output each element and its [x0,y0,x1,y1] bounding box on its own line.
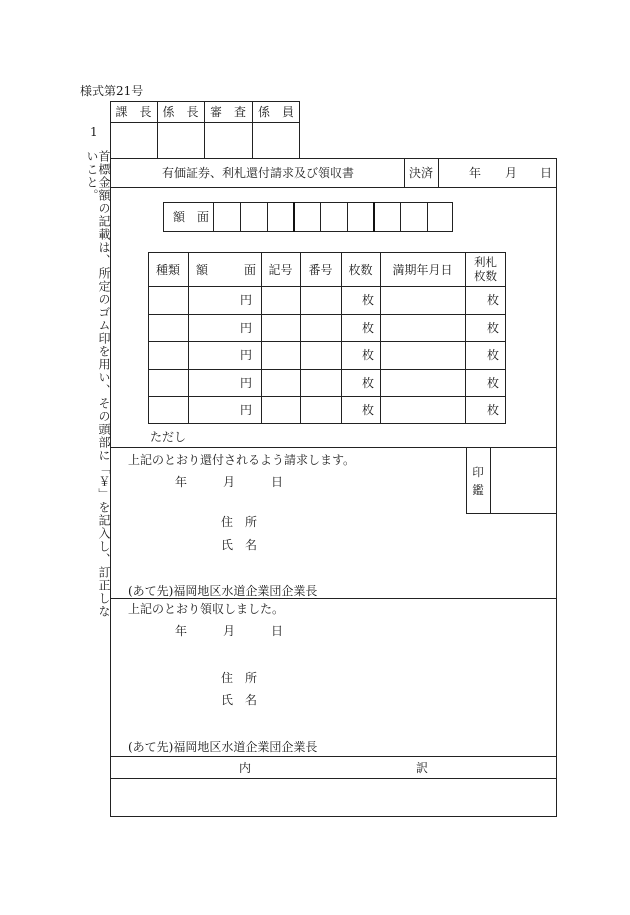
table-row-coupon-unit: 枚 [487,403,500,417]
settlement-year: 年 [469,166,482,180]
settlement-month: 月 [505,166,518,180]
request-name-label: 氏 名 [221,538,258,552]
table-row-yen: 円 [240,403,253,417]
approval-header-review: 審 査 [209,105,246,119]
request-year: 年 [175,475,188,489]
seal-label: 印 鑑 [472,465,484,497]
approval-header-staff: 係 員 [257,105,294,119]
request-day: 日 [271,475,284,489]
table-row-coupon-unit: 枚 [487,321,500,335]
request-statement: 上記のとおり還付されるよう請求します。 [128,453,356,467]
table-header-quantity: 枚数 [348,263,373,277]
table-row-yen: 円 [240,376,253,390]
receipt-day: 日 [271,624,284,638]
approval-header-section-chief: 課 長 [115,105,152,119]
breakdown-label-left: 内 [239,761,252,775]
table-row-yen: 円 [240,348,253,362]
face-value-label: 額 面 [173,210,210,224]
table-header-symbol: 記号 [268,263,293,277]
receipt-month: 月 [223,624,236,638]
table-header-number: 番号 [308,263,333,277]
table-row-yen: 円 [240,293,253,307]
table-row-count-unit: 枚 [362,293,375,307]
receipt-name-label: 氏 名 [221,693,258,707]
table-header-face-value: 額 面 [196,263,257,277]
receipt-statement: 上記のとおり領収しました。 [128,602,285,616]
form-title: 有価証券、利札還付請求及び領収書 [162,166,355,180]
table-row-yen: 円 [240,321,253,335]
table-row-count-unit: 枚 [362,403,375,417]
request-addressee: (あて先)福岡地区水道企業団企業長 [128,584,318,598]
table-row-coupon-unit: 枚 [487,348,500,362]
request-address-label: 住 所 [221,515,258,529]
table-row-coupon-unit: 枚 [487,293,500,307]
request-month: 月 [223,475,236,489]
settlement-label: 決済 [408,166,433,180]
breakdown-label-right: 訳 [416,761,429,775]
table-row-count-unit: 枚 [362,348,375,362]
table-header-coupon-count: 利札 枚数 [474,255,497,283]
receipt-address-label: 住 所 [221,671,258,685]
table-row-coupon-unit: 枚 [487,376,500,390]
table-row-count-unit: 枚 [362,376,375,390]
table-header-maturity-date: 満期年月日 [392,263,453,277]
note-text: 首標金額の記載は、所定のゴム印を用い、その頭部に「￥」を記入し、訂正しないこと。 [85,150,111,618]
settlement-day: 日 [540,166,553,180]
table-header-type: 種類 [155,263,180,277]
note-number: 1 [90,125,98,139]
proviso-label: ただし [150,430,187,444]
table-row-count-unit: 枚 [362,321,375,335]
approval-header-subsection-chief: 係 長 [162,105,199,119]
receipt-year: 年 [175,624,188,638]
form-number: 様式第21号 [80,84,144,98]
receipt-addressee: (あて先)福岡地区水道企業団企業長 [128,740,318,754]
